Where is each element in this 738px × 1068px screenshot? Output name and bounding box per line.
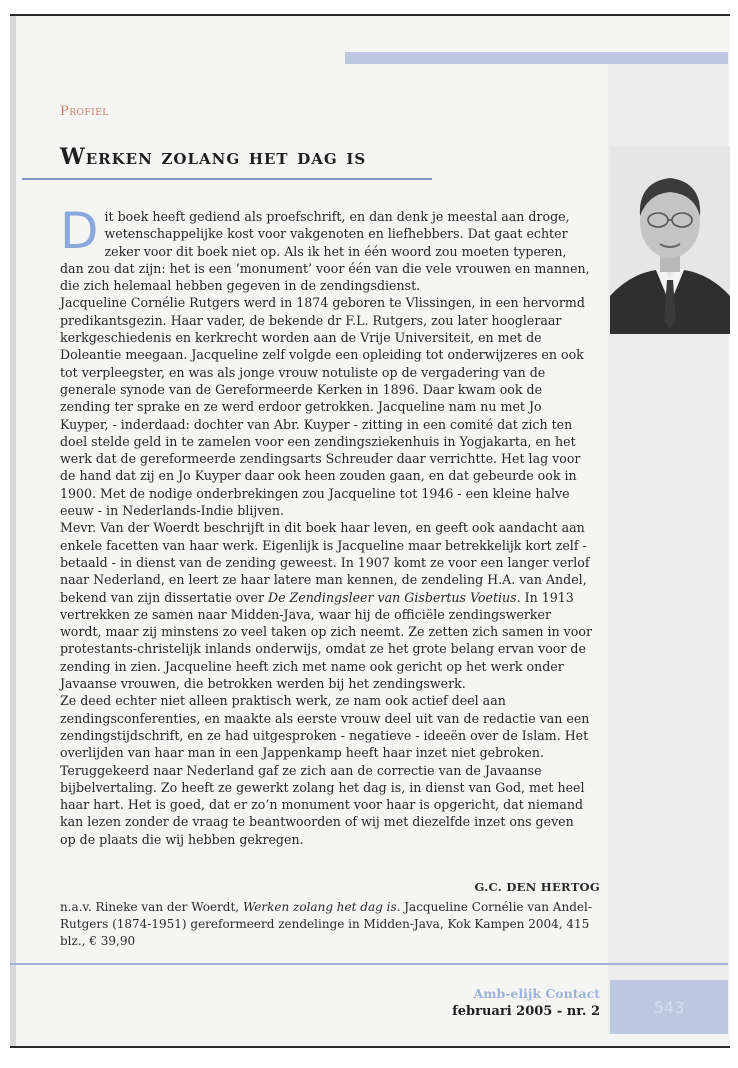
article-paragraph-4: Ze deed echter niet alleen praktisch werk, ze nam ook actief deel aan zendingsconferenties, en maakte als eerste vrouw deel uit van de redactie van een zendingstijdschrift, en ze had uitgesproken - negatieve - ideeën over de Islam. Het overlijden van haar man in een Jappenkamp heeft haar inzet niet gebroken. Teruggekeerd naar Nederland gaf ze zich aan de correctie van de Javaanse bijbelvertaling. Zo heeft ze gewerkt zolang het dag is, in dienst van God, met heel haar hart. Het is goed, dat er zo’n monument voor haar is opgericht, dat niemand kan lezen zonder de vraag te beantwoorden of wij met diezelfde inzet ons geven op de plaats die wij hebben gekregen. (60, 693, 590, 847)
book-title: Werken zolang het dag is (242, 900, 397, 914)
author-signature: G.C. DEN HERTOG (474, 880, 600, 894)
section-label: Profiel (60, 104, 109, 119)
page-number: 543 (610, 980, 728, 1034)
issue-label: februari 2005 - nr. 2 (452, 1004, 600, 1019)
article-body (60, 202, 592, 848)
footer-rule (10, 963, 728, 965)
top-accent-bar (345, 52, 728, 64)
portrait-icon (610, 146, 730, 334)
dissertation-title: De Zendingsleer van Gisbertus Voetius (267, 589, 517, 605)
article-paragraph-3: Mevr. Van der Woerdt beschrijft in dit boek haar leven, en geeft ook aandacht aan enkele facetten van haar werk. Eigenlijk is Jacqueline maar betrekkelijk kort zelf - betaald - in dienst van de zending geweest. In 1907 komt ze voor een langer verlof naar Nederland, en leert ze haar latere man kennen, de zendeling H.A. van Andel, bekend van zijn dissertatie over De Zendingsleer van Gisbertus Voetius. In 1913 vertrekken ze samen naar Midden-Java, waar hij de officiële zendingswerker wordt, maar zij minstens zo veel taken op zich neemt. Ze zetten zich samen in voor protestants-christelijk inlands onderwijs, omdat ze het grote belang ervan voor de zending in zien. Jacqueline heeft zich met name ook gericht op het werk onder Javaanse vrouwen, die betrokken werden bij het zendingswerk. (60, 520, 592, 692)
article-paragraph-2: Jacqueline Cornélie Rutgers werd in 1874 geboren te Vlissingen, in een hervormd predikantsgezin. Haar vader, de bekende dr F.L. Rutgers, zou later hoogleraar kerkgeschiedenis en kerkrecht worden aan de Vrije Universiteit, en met de Doleantie meegaan. Jacqueline zelf volgde een opleiding tot onderwijzeres en ook tot verpleegster, en was als jonge vrouw notuliste op de vergadering van de generale synode van de Gereformeerde Kerken in 1896. Daar kwam ook de zending ter sprake en ze werd erdoor getrokken. Jacqueline nam nu met Jo Kuyper, - inderdaad: dochter van Abr. Kuyper - zitting in een comité dat zich ten doel stelde geld in te zamelen voor een zendingsziekenhuis in Yogjakarta, en het werk dat de gereformeerde zendingsarts Schreuder daar verrichtte. Het lag voor de hand dat zij en Jo Kuyper daar ook heen zouden gaan, en dat gebeurde ook in 1900. Met de nodige onderbrekingen zou Jacqueline tot 1946 - een kleine halve eeuw - in Nederlands-Indie blijven. (60, 295, 585, 519)
magazine-name: Amb-elijk Contact (473, 986, 600, 1001)
article-title: Werken zolang het dag is (60, 144, 367, 170)
article-paragraph-1: Dit boek heeft gediend als proefschrift, en dan denk je meestal aan droge, wetenschappelijke kost voor vakgenoten en liefhebbers. Dat gaat echter zeker voor dit boek niet op. Als ik het in één woord zou moeten typeren, dan zou dat zijn: het is een ‘monument’ voor één van die vele vrouwen en mannen, die zich helemaal hebben gegeven in de zendingsdienst. (60, 202, 590, 294)
drop-cap: D (60, 202, 99, 260)
author-photo (610, 146, 730, 334)
title-underline (22, 178, 432, 180)
book-reference: n.a.v. Rineke van der Woerdt, Werken zolang het dag is. Jacqueline Cornélie van Andel-Rutgers (1874-1951) gereformeerd zendelinge in Midden-Java, Kok Kampen 2004, 415 blz., € 39,90 (60, 900, 592, 948)
